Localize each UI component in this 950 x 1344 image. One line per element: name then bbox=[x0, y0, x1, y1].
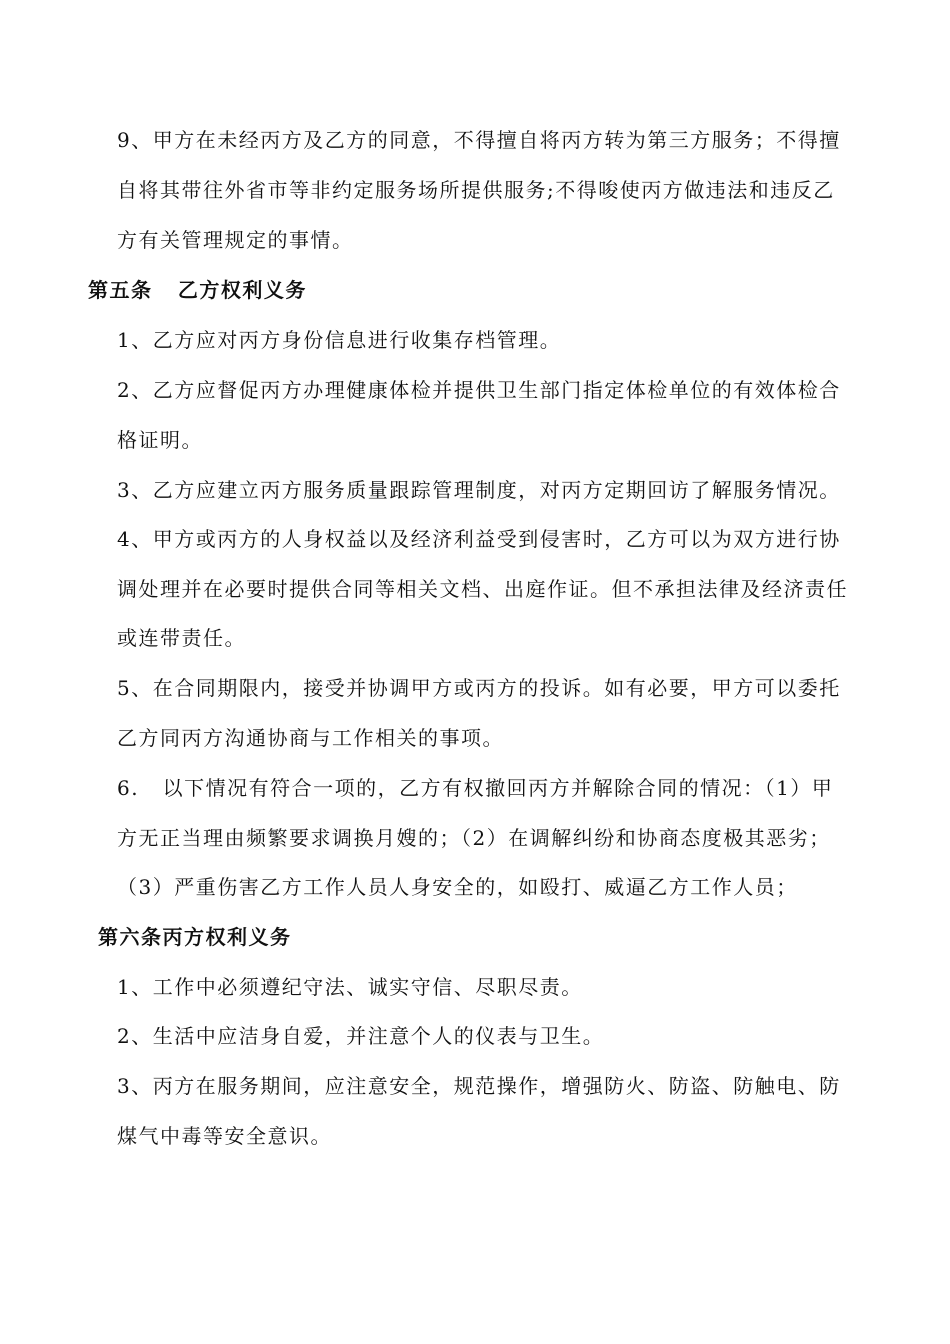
article5-item6-line-1: 6. 以下情况有符合一项的，乙方有权撤回丙方并解除合同的情况：（1）甲 bbox=[117, 776, 834, 800]
article6-item1-line-1: 1、工作中必须遵纪守法、诚实守信、尽职尽责。 bbox=[117, 975, 583, 999]
article5-item6-line-2: 方无正当理由频繁要求调换月嫂的；（2）在调解纠纷和协商态度极其恶劣； bbox=[117, 826, 831, 850]
article5-item2-line-2: 格证明。 bbox=[117, 428, 203, 452]
item9-line-2: 自将其带往外省市等非约定服务场所提供服务;不得唆使丙方做违法和违反乙 bbox=[117, 178, 835, 202]
article6-heading: 第六条丙方权利义务 bbox=[98, 925, 292, 949]
article5-item5-line-1: 5、在合同期限内，接受并协调甲方或丙方的投诉。如有必要，甲方可以委托 bbox=[117, 676, 841, 700]
article5-item2-line-1: 2、乙方应督促丙方办理健康体检并提供卫生部门指定体检单位的有效体检合 bbox=[117, 378, 841, 402]
article5-item4-line-1: 4、甲方或丙方的人身权益以及经济利益受到侵害时，乙方可以为双方进行协 bbox=[117, 527, 841, 551]
article5-item1-line-1: 1、乙方应对丙方身份信息进行收集存档管理。 bbox=[117, 328, 562, 352]
article5-item5-line-2: 乙方同丙方沟通协商与工作相关的事项。 bbox=[117, 726, 504, 750]
article5-item6-line-3: （3）严重伤害乙方工作人员人身安全的，如殴打、威逼乙方工作人员； bbox=[117, 875, 798, 899]
article5-item3-line-1: 3、乙方应建立丙方服务质量跟踪管理制度，对丙方定期回访了解服务情况。 bbox=[117, 478, 841, 502]
item9-line-3: 方有关管理规定的事情。 bbox=[117, 228, 354, 252]
article6-item3-line-2: 煤气中毒等安全意识。 bbox=[117, 1124, 332, 1148]
article6-item2-line-1: 2、生活中应洁身自爱，并注意个人的仪表与卫生。 bbox=[117, 1024, 605, 1048]
item9-line-1: 9、甲方在未经丙方及乙方的同意，不得擅自将丙方转为第三方服务；不得擅 bbox=[117, 128, 841, 152]
article5-item4-line-3: 或连带责任。 bbox=[117, 626, 246, 650]
article6-item3-line-1: 3、丙方在服务期间，应注意安全，规范操作，增强防火、防盗、防触电、防 bbox=[117, 1074, 841, 1098]
article5-heading: 第五条 乙方权利义务 bbox=[88, 278, 307, 302]
article5-item4-line-2: 调处理并在必要时提供合同等相关文档、出庭作证。但不承担法律及经济责任 bbox=[117, 577, 848, 601]
